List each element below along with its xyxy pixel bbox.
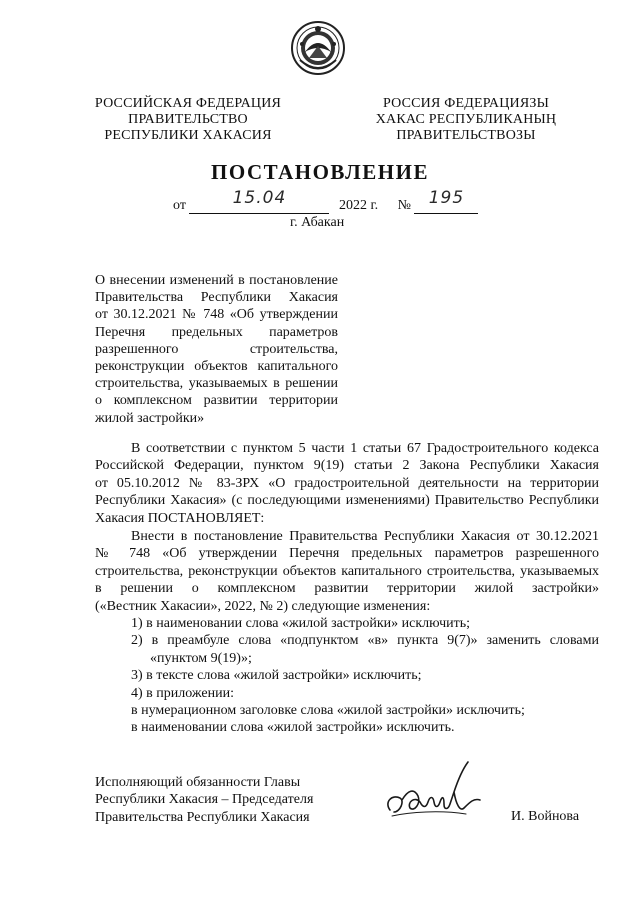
header-left-line: РЕСПУБЛИКИ ХАКАСИЯ [104,128,272,143]
list-item: 2) в преамбуле слова «подпунктом «в» пункта 9(7)» заменить словами [131,633,599,649]
clause-line: («Вестник Хакасии», 2022, № 2) следующие изменения: [95,598,431,614]
header-right-line: ПРАВИТЕЛЬСТВОЗЫ [396,128,536,143]
subject-block [95,272,338,427]
position-line: Правительства Республики Хакасия [95,809,310,825]
subject-line: жилой застройки» [95,410,205,426]
clause-line: № 748 «Об утверждении Перечня предельных параметров разрешенного [95,546,599,562]
subject-line: разрешенного строительства, [95,341,338,357]
signatory-name: И. Войнова [511,809,580,824]
subject-line: реконструкции объектов капитального [95,359,338,375]
list-item: 1) в наименовании слова «жилой застройки» исключить; [131,616,471,631]
year-text: 2022 г. [338,198,379,213]
changes-list [95,615,599,737]
position-line: Исполняющий обязанности Главы [95,775,301,790]
clause-line: в решении о комплексном развитии территории жилой застройки» [95,581,599,597]
header-right-line: РОССИЯ ФЕДЕРАЦИЯЗЫ [382,96,550,111]
list-item: «пунктом 9(19)»; [150,650,252,666]
subject-line: строительства, указываемых в решении [95,376,338,392]
header-right-line: ХАКАС РЕСПУБЛИКАНЫҢ [375,112,557,127]
preamble-line: Республики Хакасия» (с последующими изменениями) Правительство Республики [95,493,599,509]
list-item: 3) в тексте слова «жилой застройки» исключить; [131,668,422,684]
clause-line: Внести в постановление Правительства Республики Хакасия от 30.12.2021 [131,529,599,544]
preamble-line: от 05.10.2012 № 83-ЗРХ «О градостроительной деятельности на территории [95,475,599,491]
subject-line: о комплексном развитии территории [95,393,338,409]
subject-line: от 30.12.2021 № 748 «Об утверждении [95,307,338,323]
signatory-position [95,774,313,826]
clause-line: строительства, реконструкции объектов капитального строительства, указываемых [95,563,599,579]
date-field [189,188,329,214]
number-value: 195 [428,188,465,208]
number-field [414,188,478,214]
date-value: 15.04 [232,188,287,208]
subject-line: Правительства Республики Хакасия [95,290,338,306]
header-right [346,96,586,144]
header-left-line: РОССИЙСКАЯ ФЕДЕРАЦИЯ [94,96,282,111]
preamble-line: Хакасия ПОСТАНОВЛЯЕТ: [95,510,265,526]
preamble-line: В соответствии с пунктом 5 части 1 статьи 67 Градостроительного кодекса [131,441,599,456]
date-from-label: от [173,198,186,213]
subject-line: О внесении изменений в постановление [95,273,338,288]
list-item: в наименовании слова «жилой застройки» исключить. [131,720,455,736]
number-label: № [397,198,411,213]
handwritten-signature-icon [380,752,495,837]
coat-of-arms-icon [290,20,346,76]
header-left-line: ПРАВИТЕЛЬСТВО [128,112,248,127]
document-title: ПОСТАНОВЛЕНИЕ [211,160,429,184]
dateline [173,188,478,214]
subject-line: Перечня предельных параметров [95,324,338,340]
preamble-paragraph [95,440,599,527]
list-item: 4) в приложении: [131,685,234,701]
header-left [68,96,308,144]
clause-paragraph [95,528,599,615]
list-item: в нумерационном заголовке слова «жилой застройки» исключить; [131,703,525,719]
position-line: Республики Хакасия – Председателя [95,792,314,808]
city: г. Абакан [290,215,345,230]
preamble-line: Российской Федерации, пунктом 9(19) статьи 2 Закона Республики Хакасия [95,458,599,474]
